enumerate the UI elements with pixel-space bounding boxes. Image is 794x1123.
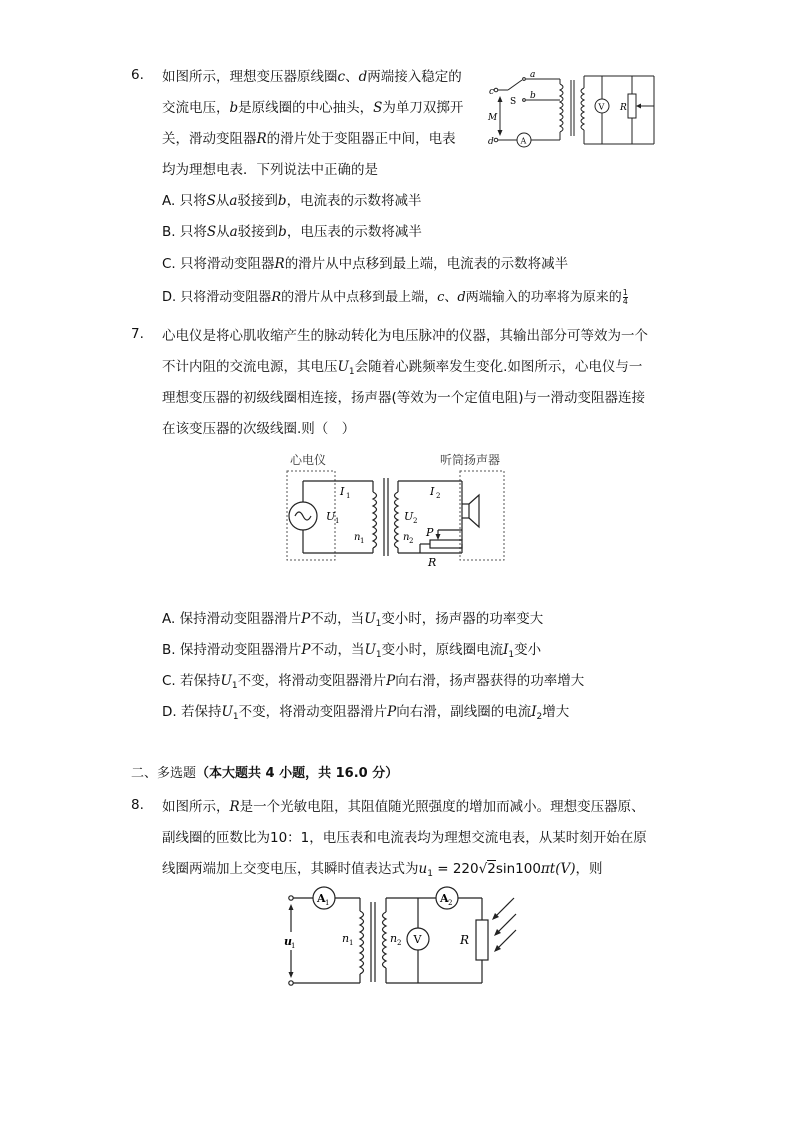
q7-secondary-coil [395,492,399,548]
svg-text:P: P [426,526,434,539]
q7-line-4: 在该变压器的次级线圈.则（ ） [162,421,356,437]
q8-line-2: 副线圈的匝数比为10：1，电压表和电流表均为理想交流电表，从某时刻开始在原 [162,830,647,846]
svg-text:R: R [620,103,627,113]
q6-option-c[interactable]: C. 只将滑动变阻器R的滑片从中点移到最上端，电流表的示数将减半 [162,256,569,272]
photoresistor [476,920,488,960]
svg-text:n: n [390,932,398,945]
svg-text:R: R [460,933,470,947]
svg-text:A: A [520,136,527,146]
q6-rheostat [628,94,636,118]
svg-text:2: 2 [436,492,441,500]
svg-text:a: a [530,70,536,80]
q6-line-2: 交流电压，b是原线圈的中心抽头，S为单刀双掷开 [162,100,464,116]
svg-text:n: n [403,532,410,543]
svg-text:d: d [488,137,494,147]
q7-circuit-diagram [280,448,512,572]
fraction-one-quarter: $\frac{1}{4}$ [622,288,628,306]
svg-text:1: 1 [360,537,365,545]
q6-primary-coil [560,84,563,132]
q7-option-a[interactable]: A. 保持滑动变阻器滑片P不动，当$U_1$变小时，扬声器的功率变大 [162,611,544,629]
q6-circuit-diagram [486,68,662,150]
speaker-box [460,471,504,560]
section-heading: 二、多选题（本大题共 4 小题，共 16.0 分） [131,766,399,781]
svg-text:S: S [510,97,517,107]
svg-text:1: 1 [291,942,296,950]
q6-line-4: 均为理想电表．下列说法中正确的是 [162,162,378,178]
q8-line-1: 如图所示，R是一个光敏电阻，其阻值随光照强度的增加而减小。理想变压器原、 [162,799,645,815]
svg-text:n: n [342,932,350,945]
svg-text:u: u [284,935,292,948]
q8-secondary-coil [383,912,387,968]
light-rays-icon [494,898,516,950]
svg-text:2: 2 [397,939,402,947]
svg-text:2: 2 [413,517,418,525]
q6-option-d[interactable]: D. 只将滑动变阻器R的滑片从中点移到最上端，c、d两端输入的功率将为原来的 $\frac{1}{4}$ [162,288,628,306]
svg-text:1: 1 [325,899,330,907]
svg-text:2: 2 [409,537,414,545]
svg-text:U: U [404,510,414,523]
svg-text:U: U [326,510,336,523]
svg-text:心电仪: 心电仪 [290,453,327,467]
q6-switch-blade [508,80,522,90]
q8-primary-coil [360,911,364,974]
svg-text:R: R [428,556,437,569]
svg-text:I: I [340,485,345,498]
q6-option-b[interactable]: B. 只将S从a驳接到b，电压表的示数将减半 [162,224,422,240]
q7-primary-coil [373,492,377,548]
speaker-icon [462,504,469,518]
q7-line-3: 理想变压器的初级线圈相连接，扬声器(等效为一个定值电阻)与一滑动变阻器连接 [162,390,646,406]
q6-terminal-d [494,138,498,142]
q7-line-1: 心电仪是将心肌收缩产生的脉动转化为电压脉冲的仪器，其输出部分可等效为一个 [162,328,648,344]
q7-option-d[interactable]: D. 若保持$U_1$不变，将滑动变阻器滑片P向右滑，副线圈的电流$I_2$增大 [162,704,570,722]
q6-number: 6. [131,67,144,83]
sqrt-symbol: √2 [478,861,496,877]
svg-text:V: V [598,102,605,112]
svg-text:2: 2 [448,899,453,907]
q7-option-c[interactable]: C. 若保持$U_1$不变，将滑动变阻器滑片P向右滑，扬声器获得的功率增大 [162,673,585,691]
svg-text:听筒扬声器: 听筒扬声器 [440,453,501,467]
q6-terminal-c [494,88,498,92]
q6-secondary-coil [581,88,584,130]
svg-text:M: M [488,113,498,123]
svg-text:1: 1 [349,939,354,947]
q6-line-1: 如图所示，理想变压器原线圈c、d两端接入稳定的 [162,69,462,85]
q8-line-3: 线圈两端加上交变电压，其瞬时值表达式为$u_1 = 220√2\sin 100\pi t(V)$，则 [162,861,603,879]
q7-rheostat [430,540,462,548]
svg-text:V: V [413,933,422,946]
q6-line-3: 关，滑动变阻器R的滑片处于变阻器正中间，电表 [162,131,456,147]
svg-text:b: b [530,91,536,101]
svg-text:n: n [354,532,361,543]
svg-text:c: c [489,87,495,97]
q7-line-2: 不计内阻的交流电源，其电压$U_1$会随着心跳频率发生变化.如图所示，心电仪与一 [162,359,643,377]
svg-text:I: I [430,485,435,498]
q8-circuit-diagram [282,884,518,990]
svg-text:A: A [317,892,326,905]
svg-text:1: 1 [335,517,340,525]
svg-text:1: 1 [346,492,351,500]
q6-option-a[interactable]: A. 只将S从a驳接到b，电流表的示数将减半 [162,193,422,209]
q8-number: 8. [131,797,144,813]
svg-text:A: A [440,892,449,905]
q7-option-b[interactable]: B. 保持滑动变阻器滑片P不动，当$U_1$变小时，原线圈电流$I_1$变小 [162,642,542,660]
q7-number: 7. [131,326,144,342]
